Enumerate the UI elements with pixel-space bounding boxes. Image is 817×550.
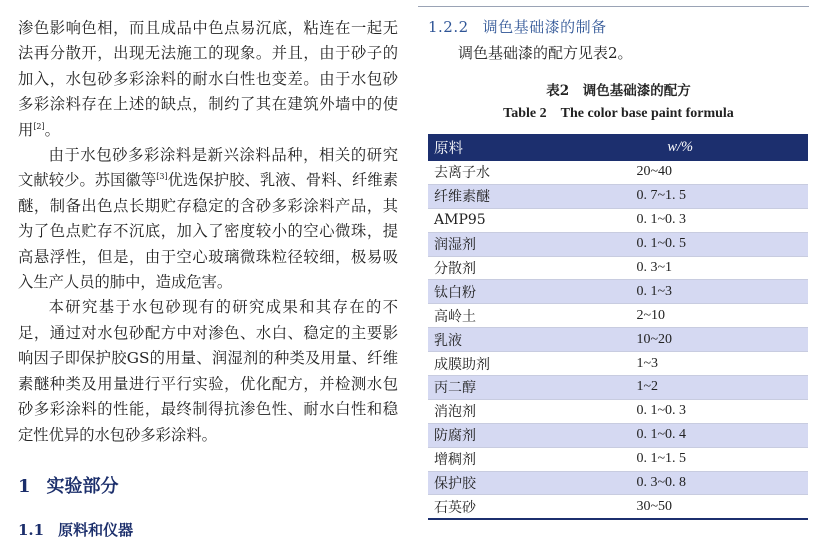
mass-fraction-cell: 1~2 bbox=[552, 376, 808, 400]
table-row bbox=[428, 423, 808, 447]
mass-fraction-cell: 0. 1~0. 5 bbox=[552, 232, 808, 256]
table-row bbox=[428, 495, 808, 519]
paragraph-3: 本研究基于水包砂现有的研究成果和其存在的不足，通过对水包砂配方中对渗色、水白、稳定的主要影响因子即保护胶GS的用量、润湿剂的种类及用量、纤维素醚种类及用量进行平行实验，优化配方，并检测水包砂多彩涂料的性能，最终制得抗渗色性、耐水白性和稳定性优异的水包砂多彩涂料。 bbox=[18, 298, 398, 444]
header-material: 原料 bbox=[428, 134, 552, 161]
material-cell: AMP95 bbox=[428, 208, 552, 232]
material-cell: 增稠剂 bbox=[428, 447, 552, 471]
mass-fraction-cell: 0. 1~0. 3 bbox=[552, 208, 808, 232]
section-title: 实验部分 bbox=[46, 476, 119, 497]
header-mass-fraction: w/% bbox=[552, 134, 808, 161]
left-column bbox=[18, 16, 398, 448]
material-cell: 消泡剂 bbox=[428, 399, 552, 423]
table-row bbox=[428, 376, 808, 400]
table-row bbox=[428, 184, 808, 208]
subsection-heading bbox=[428, 16, 809, 37]
subsection-number: 1.2.2 bbox=[428, 18, 469, 36]
material-cell: 保护胶 bbox=[428, 471, 552, 495]
subsection-text: 调色基础漆的配方见表2。 bbox=[458, 44, 633, 62]
mass-fraction-cell: 2~10 bbox=[552, 304, 808, 328]
material-cell: 石英砂 bbox=[428, 495, 552, 519]
material-cell: 高岭土 bbox=[428, 304, 552, 328]
material-cell: 润湿剂 bbox=[428, 232, 552, 256]
table-caption-zh: 表2 调色基础漆的配方 bbox=[546, 83, 691, 99]
material-cell: 钛白粉 bbox=[428, 280, 552, 304]
table-header-row bbox=[428, 134, 808, 161]
citation-3[interactable]: [3] bbox=[156, 172, 168, 182]
mass-fraction-cell: 20~40 bbox=[552, 161, 808, 184]
section-title: 原料和仪器 bbox=[58, 521, 134, 539]
table-caption-en: Table 2 The color base paint formula bbox=[503, 106, 734, 121]
subsection-title: 调色基础漆的制备 bbox=[482, 18, 607, 36]
table-row bbox=[428, 256, 808, 280]
table-row bbox=[428, 208, 808, 232]
material-cell: 分散剂 bbox=[428, 256, 552, 280]
mass-fraction-cell: 10~20 bbox=[552, 328, 808, 352]
mass-fraction-cell: 1~3 bbox=[552, 352, 808, 376]
table-row bbox=[428, 447, 808, 471]
mass-fraction-cell: 30~50 bbox=[552, 495, 808, 519]
material-cell: 纤维素醚 bbox=[428, 184, 552, 208]
paragraph-1: 渗色影响色相，而且成品中色点易沉底，粘连在一起无法再分散开，出现无法施工的现象。并且，由于砂子的加入，水包砂多彩涂料的耐水白性也变差。由于水包砂多彩涂料存在上述的缺点，制约了其在建筑外墙中的使用[2]。 bbox=[18, 19, 398, 139]
top-rule bbox=[418, 6, 809, 7]
material-cell: 乳液 bbox=[428, 328, 552, 352]
material-cell: 防腐剂 bbox=[428, 423, 552, 447]
material-cell: 去离子水 bbox=[428, 161, 552, 184]
right-column bbox=[428, 16, 809, 122]
mass-fraction-cell: 0. 7~1. 5 bbox=[552, 184, 808, 208]
table-row bbox=[428, 232, 808, 256]
table-row bbox=[428, 352, 808, 376]
citation-2[interactable]: [2] bbox=[33, 121, 45, 131]
mass-fraction-cell: 0. 1~0. 3 bbox=[552, 399, 808, 423]
mass-fraction-cell: 0. 1~0. 4 bbox=[552, 423, 808, 447]
section-heading-1-1 bbox=[18, 519, 133, 540]
table-row bbox=[428, 161, 808, 184]
paragraph-2: 由于水包砂多彩涂料是新兴涂料品种，相关的研究文献较少。苏国徽等[3]优选保护胶、乳液、骨料、纤维素醚，制备出色点长期贮存稳定的含砂多彩涂料产品，其为了色点贮存不沉底，加入了密度较小的空心微珠，提高悬浮性，但是，由于空心玻璃微珠粒径较细，极易吸入生产人员的肺中，造成危害。 bbox=[18, 146, 398, 292]
mass-fraction-cell: 0. 1~3 bbox=[552, 280, 808, 304]
table-row bbox=[428, 471, 808, 495]
table-row bbox=[428, 399, 808, 423]
section-number: 1.1 bbox=[18, 521, 45, 539]
table-body bbox=[428, 161, 808, 519]
table-row bbox=[428, 280, 808, 304]
mass-fraction-cell: 0. 3~1 bbox=[552, 256, 808, 280]
section-heading-1 bbox=[18, 472, 119, 498]
table-row bbox=[428, 304, 808, 328]
material-cell: 成膜助剂 bbox=[428, 352, 552, 376]
mass-fraction-cell: 0. 1~1. 5 bbox=[552, 447, 808, 471]
section-number: 1 bbox=[18, 476, 31, 497]
table-row bbox=[428, 328, 808, 352]
material-cell: 丙二醇 bbox=[428, 376, 552, 400]
mass-fraction-cell: 0. 3~0. 8 bbox=[552, 471, 808, 495]
formula-table bbox=[428, 134, 808, 520]
